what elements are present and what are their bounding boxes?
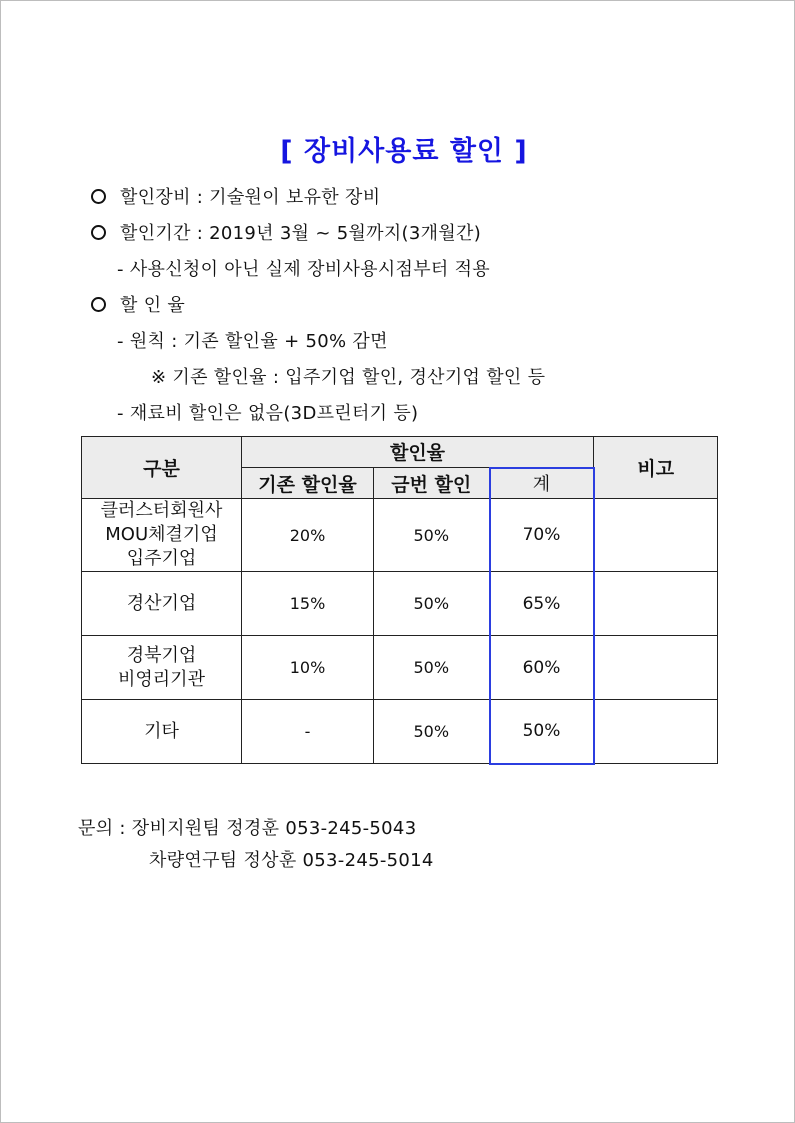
- total-cell: 50%: [490, 700, 594, 764]
- current-discount-cell: 50%: [374, 636, 490, 700]
- header-total: 계: [490, 468, 594, 499]
- discount-rate-table: [81, 436, 718, 765]
- remarks-cell: [594, 700, 718, 764]
- category-line: 기타: [144, 720, 179, 742]
- header-remarks: 비고: [594, 437, 718, 499]
- bullet-text: 할인장비 : 기술원이 보유한 장비: [120, 187, 381, 208]
- circle-bullet-icon: [91, 297, 106, 312]
- sub-bullet-apply-note: - 사용신청이 아닌 실제 장비사용시점부터 적용: [117, 259, 490, 280]
- existing-rate-cell: 15%: [242, 572, 374, 636]
- remarks-cell: [594, 636, 718, 700]
- total-cell: 60%: [490, 636, 594, 700]
- total-cell: 70%: [490, 499, 594, 572]
- row-category: [82, 636, 242, 700]
- bullet-discount-equipment: [91, 183, 380, 209]
- contact-line-2: 차량연구팀 정상훈 053-245-5014: [149, 850, 434, 871]
- category-line: 경산기업: [126, 592, 197, 614]
- sub-bullet-principle: - 원칙 : 기존 할인율 + 50% 감면: [117, 331, 388, 352]
- total-cell: 65%: [490, 572, 594, 636]
- table-row: [82, 572, 718, 636]
- document-title: [ 장비사용료 할인 ]: [280, 136, 528, 167]
- sub-bullet-material-cost: - 재료비 할인은 없음(3D프린터기 등): [117, 403, 419, 424]
- circle-bullet-icon: [91, 189, 106, 204]
- current-discount-cell: 50%: [374, 499, 490, 572]
- table-row: [82, 499, 718, 572]
- row-category: [82, 700, 242, 764]
- category-line: 경북기업: [126, 644, 197, 666]
- header-current-discount: 금번 할인: [374, 468, 490, 499]
- existing-rate-cell: 20%: [242, 499, 374, 572]
- note-existing-rate: ※ 기존 할인율 : 입주기업 할인, 경산기업 할인 등: [151, 367, 546, 388]
- contact-line-1: 문의 : 장비지원팀 정경훈 053-245-5043: [78, 818, 417, 839]
- category-line: 클러스터회원사: [100, 500, 223, 521]
- header-category: 구분: [82, 437, 242, 499]
- remarks-cell: [594, 499, 718, 572]
- category-line: 비영리기관: [118, 668, 205, 690]
- current-discount-cell: 50%: [374, 700, 490, 764]
- existing-rate-cell: 10%: [242, 636, 374, 700]
- row-category: [82, 499, 242, 572]
- header-existing-rate: 기존 할인율: [242, 468, 374, 499]
- existing-rate-cell: -: [242, 700, 374, 764]
- category-line: 입주기업: [126, 548, 197, 569]
- bullet-text: 할인기간 : 2019년 3월 ~ 5월까지(3개월간): [120, 223, 482, 244]
- bullet-discount-period: [91, 219, 481, 245]
- row-category: [82, 572, 242, 636]
- bullet-text: 할 인 율: [120, 295, 186, 316]
- remarks-cell: [594, 572, 718, 636]
- bullet-discount-rate: [91, 291, 185, 317]
- table-row: [82, 636, 718, 700]
- header-discount-rate: 할인율: [242, 437, 594, 468]
- current-discount-cell: 50%: [374, 572, 490, 636]
- category-line: MOU체결기업: [105, 524, 218, 545]
- table-row: [82, 700, 718, 764]
- circle-bullet-icon: [91, 225, 106, 240]
